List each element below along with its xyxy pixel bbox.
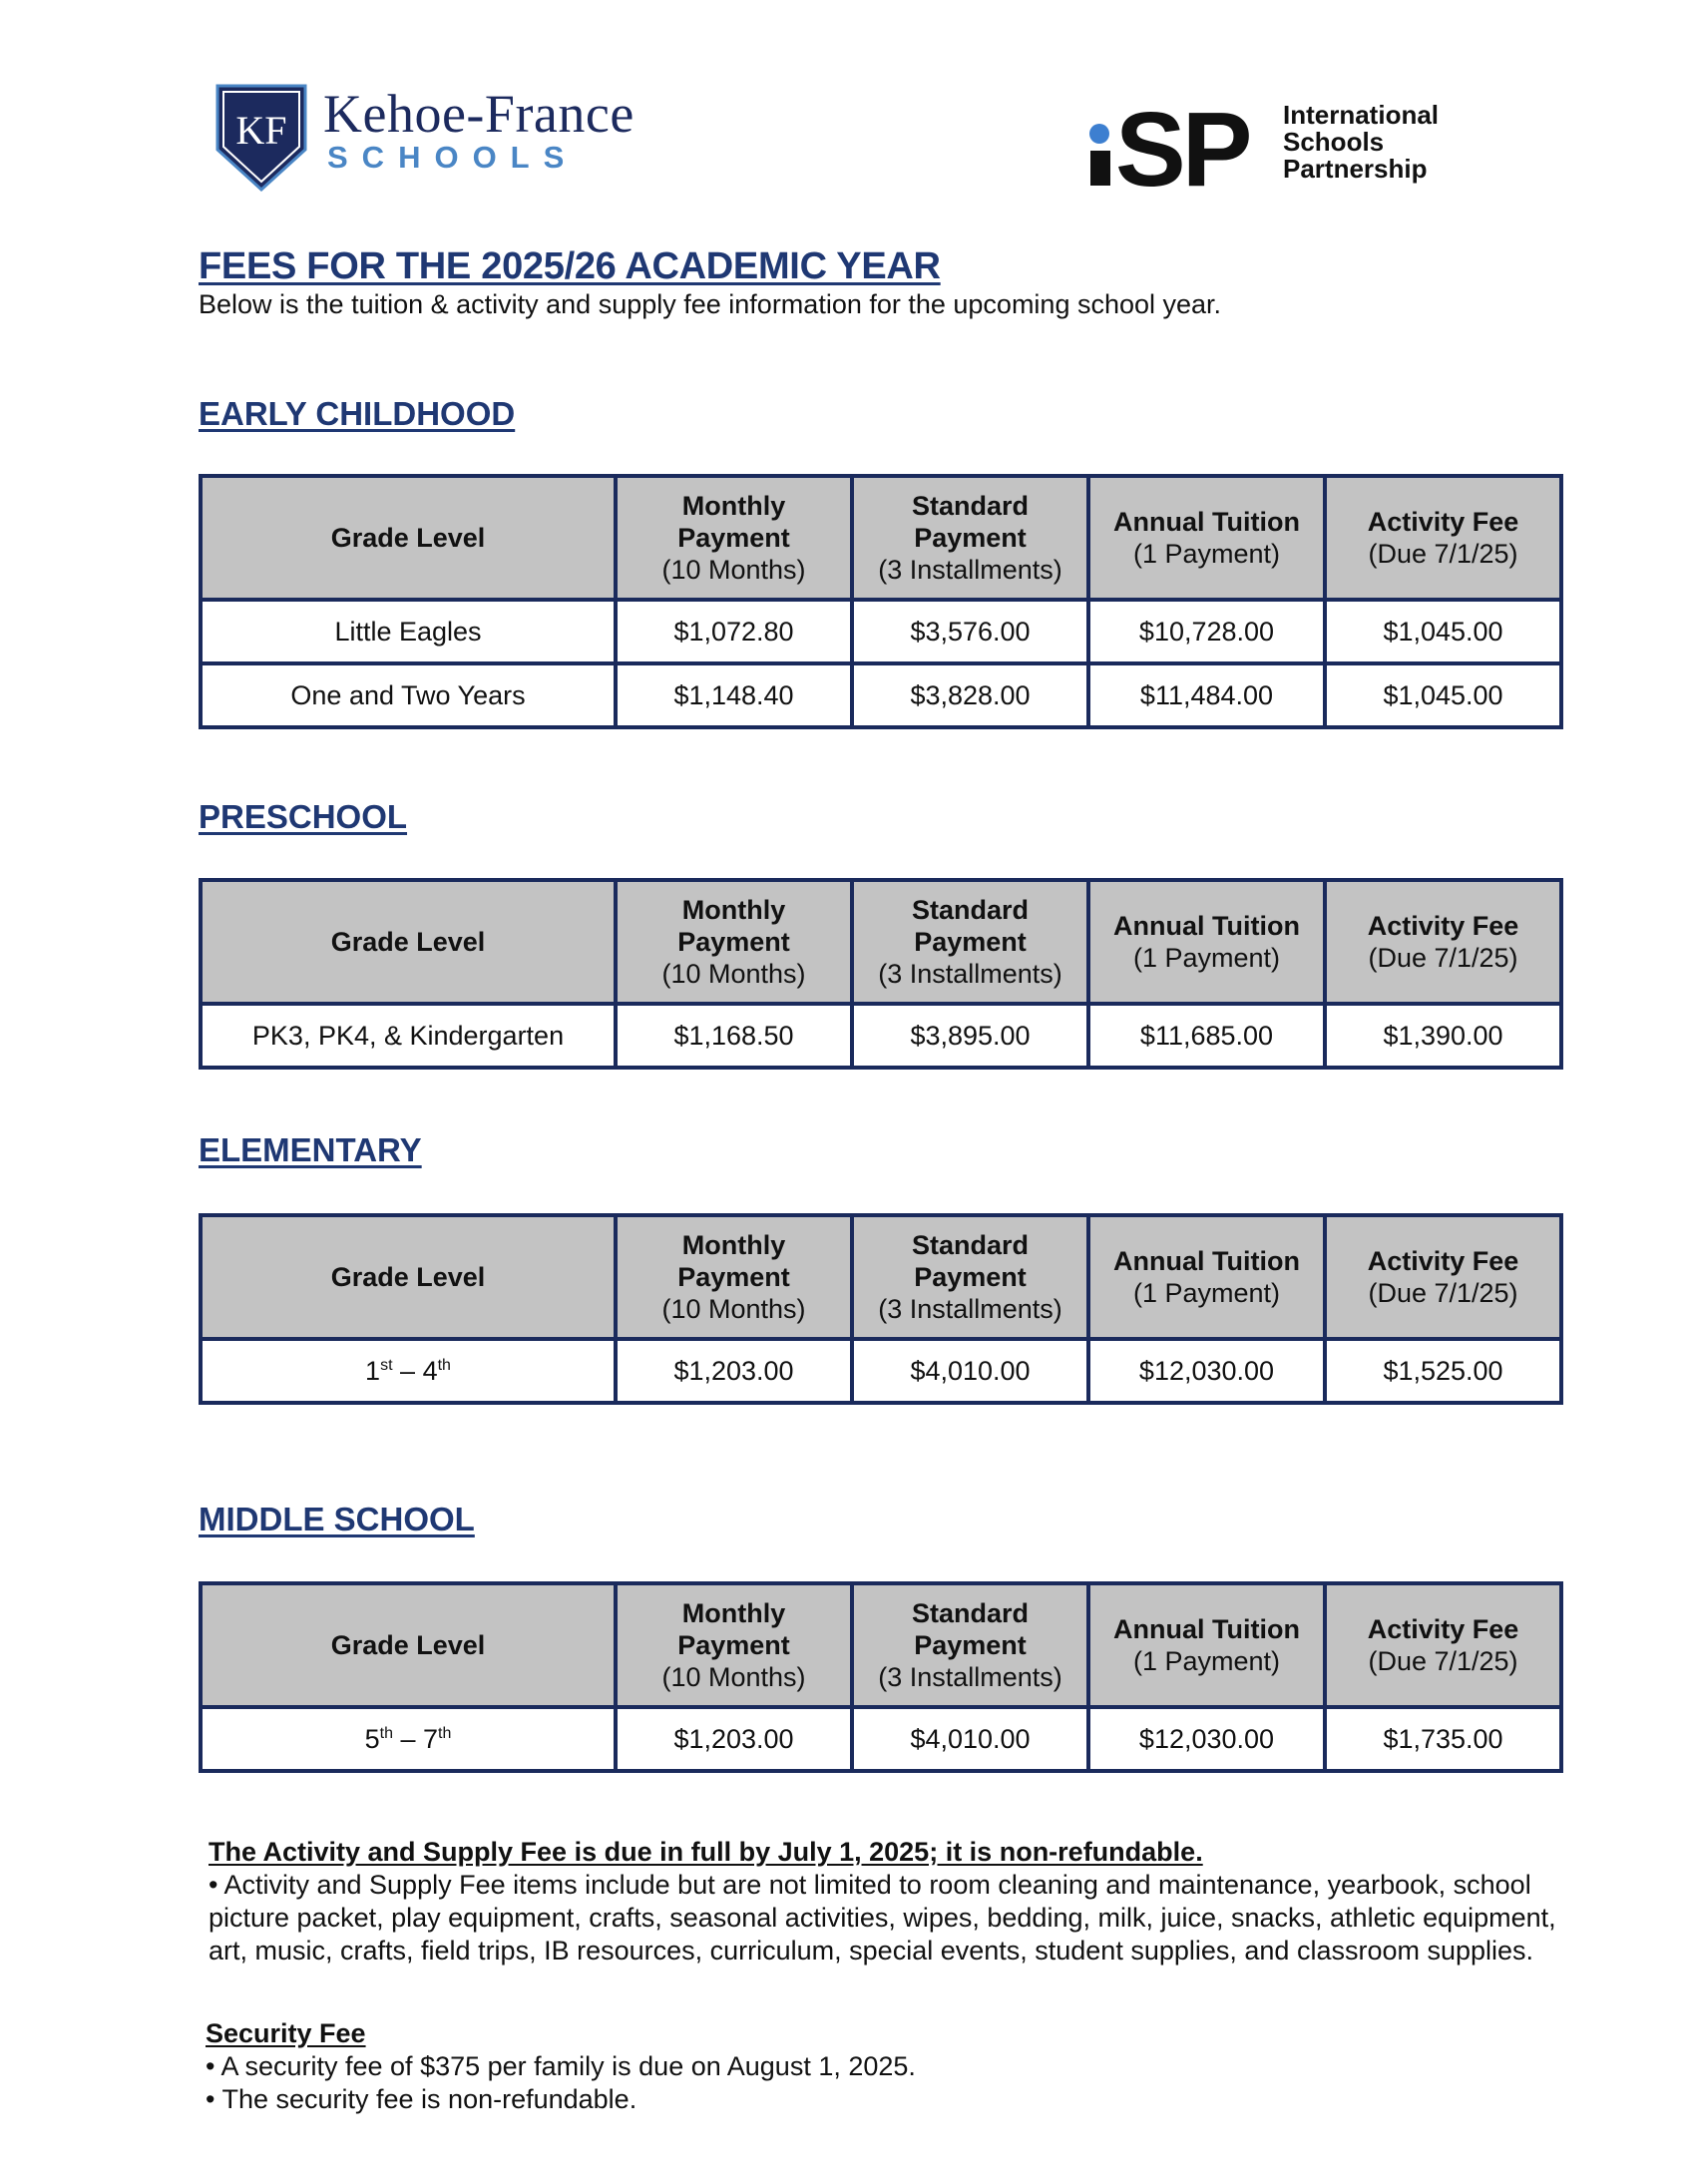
isp-mark-icon [1087,96,1267,188]
cell-monthly: $1,168.50 [616,1004,852,1068]
isp-name [1283,99,1440,184]
table-header-row [201,1215,1561,1339]
cell-monthly: $1,203.00 [616,1339,852,1403]
cell-activity: $1,045.00 [1325,663,1561,727]
cell-annual: $11,484.00 [1088,663,1325,727]
security-fee-item: • A security fee of $375 per family is due on August 1, 2025. [206,2051,916,2081]
header-standard: Standard Payment (3 Installments) [852,1583,1088,1707]
section-title-preschool: PRESCHOOL [199,798,408,835]
isp-line-3: Partnership [1283,153,1428,184]
header-grade-level: Grade Level [201,1583,616,1707]
isp-logo [1087,96,1439,188]
header-grade-level: Grade Level [201,880,616,1004]
header-activity: Activity Fee (Due 7/1/25) [1325,476,1561,600]
activity-fee-note-text: • Activity and Supply Fee items include but are not limited to room cleaning and maintenance, yearbook, school picture packet, play equipment, crafts, seasonal activities, wipes, bedding, milk, juice, snacks, athletic equipment, art, music, crafts, field trips, IB resources, curriculum, special events, student supplies, and classroom supplies. [209,1870,1556,1966]
cell-annual: $11,685.00 [1088,1004,1325,1068]
cell-grade: Little Eagles [201,600,616,663]
header-standard: Standard Payment (3 Installments) [852,476,1088,600]
header-grade-level: Grade Level [201,476,616,600]
security-fee-note [206,2017,1582,2116]
table-header-row [201,880,1561,1004]
header-monthly: Monthly Payment (10 Months) [616,1583,852,1707]
cell-activity: $1,735.00 [1325,1707,1561,1771]
page-title: FEES FOR THE 2025/26 ACADEMIC YEAR [199,245,941,287]
header-annual: Annual Tuition (1 Payment) [1088,880,1325,1004]
cell-monthly: $1,148.40 [616,663,852,727]
cell-standard: $4,010.00 [852,1339,1088,1403]
header-annual: Annual Tuition (1 Payment) [1088,476,1325,600]
table-row [201,1004,1561,1068]
cell-grade: PK3, PK4, & Kindergarten [201,1004,616,1068]
cell-grade: One and Two Years [201,663,616,727]
section-title-middle-school: MIDDLE SCHOOL [199,1501,475,1537]
early-childhood-fee-table [199,474,1563,729]
header-monthly: Monthly Payment (10 Months) [616,1215,852,1339]
kf-shield-icon [215,84,307,192]
cell-monthly: $1,203.00 [616,1707,852,1771]
cell-activity: $1,525.00 [1325,1339,1561,1403]
elementary-fee-table [199,1213,1563,1405]
activity-fee-note [209,1836,1585,1967]
cell-monthly: $1,072.80 [616,600,852,663]
preschool-fee-table [199,878,1563,1070]
header-standard: Standard Payment (3 Installments) [852,880,1088,1004]
table-row [201,663,1561,727]
header-annual: Annual Tuition (1 Payment) [1088,1215,1325,1339]
activity-fee-note-title: The Activity and Supply Fee is due in full by July 1, 2025; it is non-refundable. [209,1837,1203,1867]
security-fee-title: Security Fee [206,2018,366,2048]
header-activity: Activity Fee (Due 7/1/25) [1325,1215,1561,1339]
cell-annual: $12,030.00 [1088,1707,1325,1771]
kf-tagline: SCHOOLS [327,140,579,175]
svg-text:SP: SP [1115,96,1249,188]
header-annual: Annual Tuition (1 Payment) [1088,1583,1325,1707]
cell-annual: $12,030.00 [1088,1339,1325,1403]
cell-activity: $1,390.00 [1325,1004,1561,1068]
cell-grade: 1st – 4th [201,1339,616,1403]
cell-grade: 5th – 7th [201,1707,616,1771]
middle-school-fee-table [199,1581,1563,1773]
isp-line-2: Schools [1283,126,1385,157]
header-monthly: Monthly Payment (10 Months) [616,476,852,600]
table-header-row [201,1583,1561,1707]
kf-school-name: Kehoe-France [323,84,634,144]
cell-standard: $4,010.00 [852,1707,1088,1771]
header-monthly: Monthly Payment (10 Months) [616,880,852,1004]
cell-annual: $10,728.00 [1088,600,1325,663]
cell-standard: $3,828.00 [852,663,1088,727]
header-activity: Activity Fee (Due 7/1/25) [1325,1583,1561,1707]
table-header-row [201,476,1561,600]
security-fee-item: • The security fee is non-refundable. [206,2084,637,2114]
header-grade-level: Grade Level [201,1215,616,1339]
cell-standard: $3,895.00 [852,1004,1088,1068]
table-row [201,600,1561,663]
header-activity: Activity Fee (Due 7/1/25) [1325,880,1561,1004]
cell-standard: $3,576.00 [852,600,1088,663]
isp-line-1: International [1283,99,1440,130]
table-row [201,1339,1561,1403]
kf-monogram: KF [235,108,287,153]
kehoe-france-logo [215,84,634,192]
header-standard: Standard Payment (3 Installments) [852,1215,1088,1339]
cell-activity: $1,045.00 [1325,600,1561,663]
table-row [201,1707,1561,1771]
section-title-elementary: ELEMENTARY [199,1131,422,1168]
page-intro: Below is the tuition & activity and supply fee information for the upcoming school year. [199,289,1222,319]
section-title-early-childhood: EARLY CHILDHOOD [199,395,516,432]
